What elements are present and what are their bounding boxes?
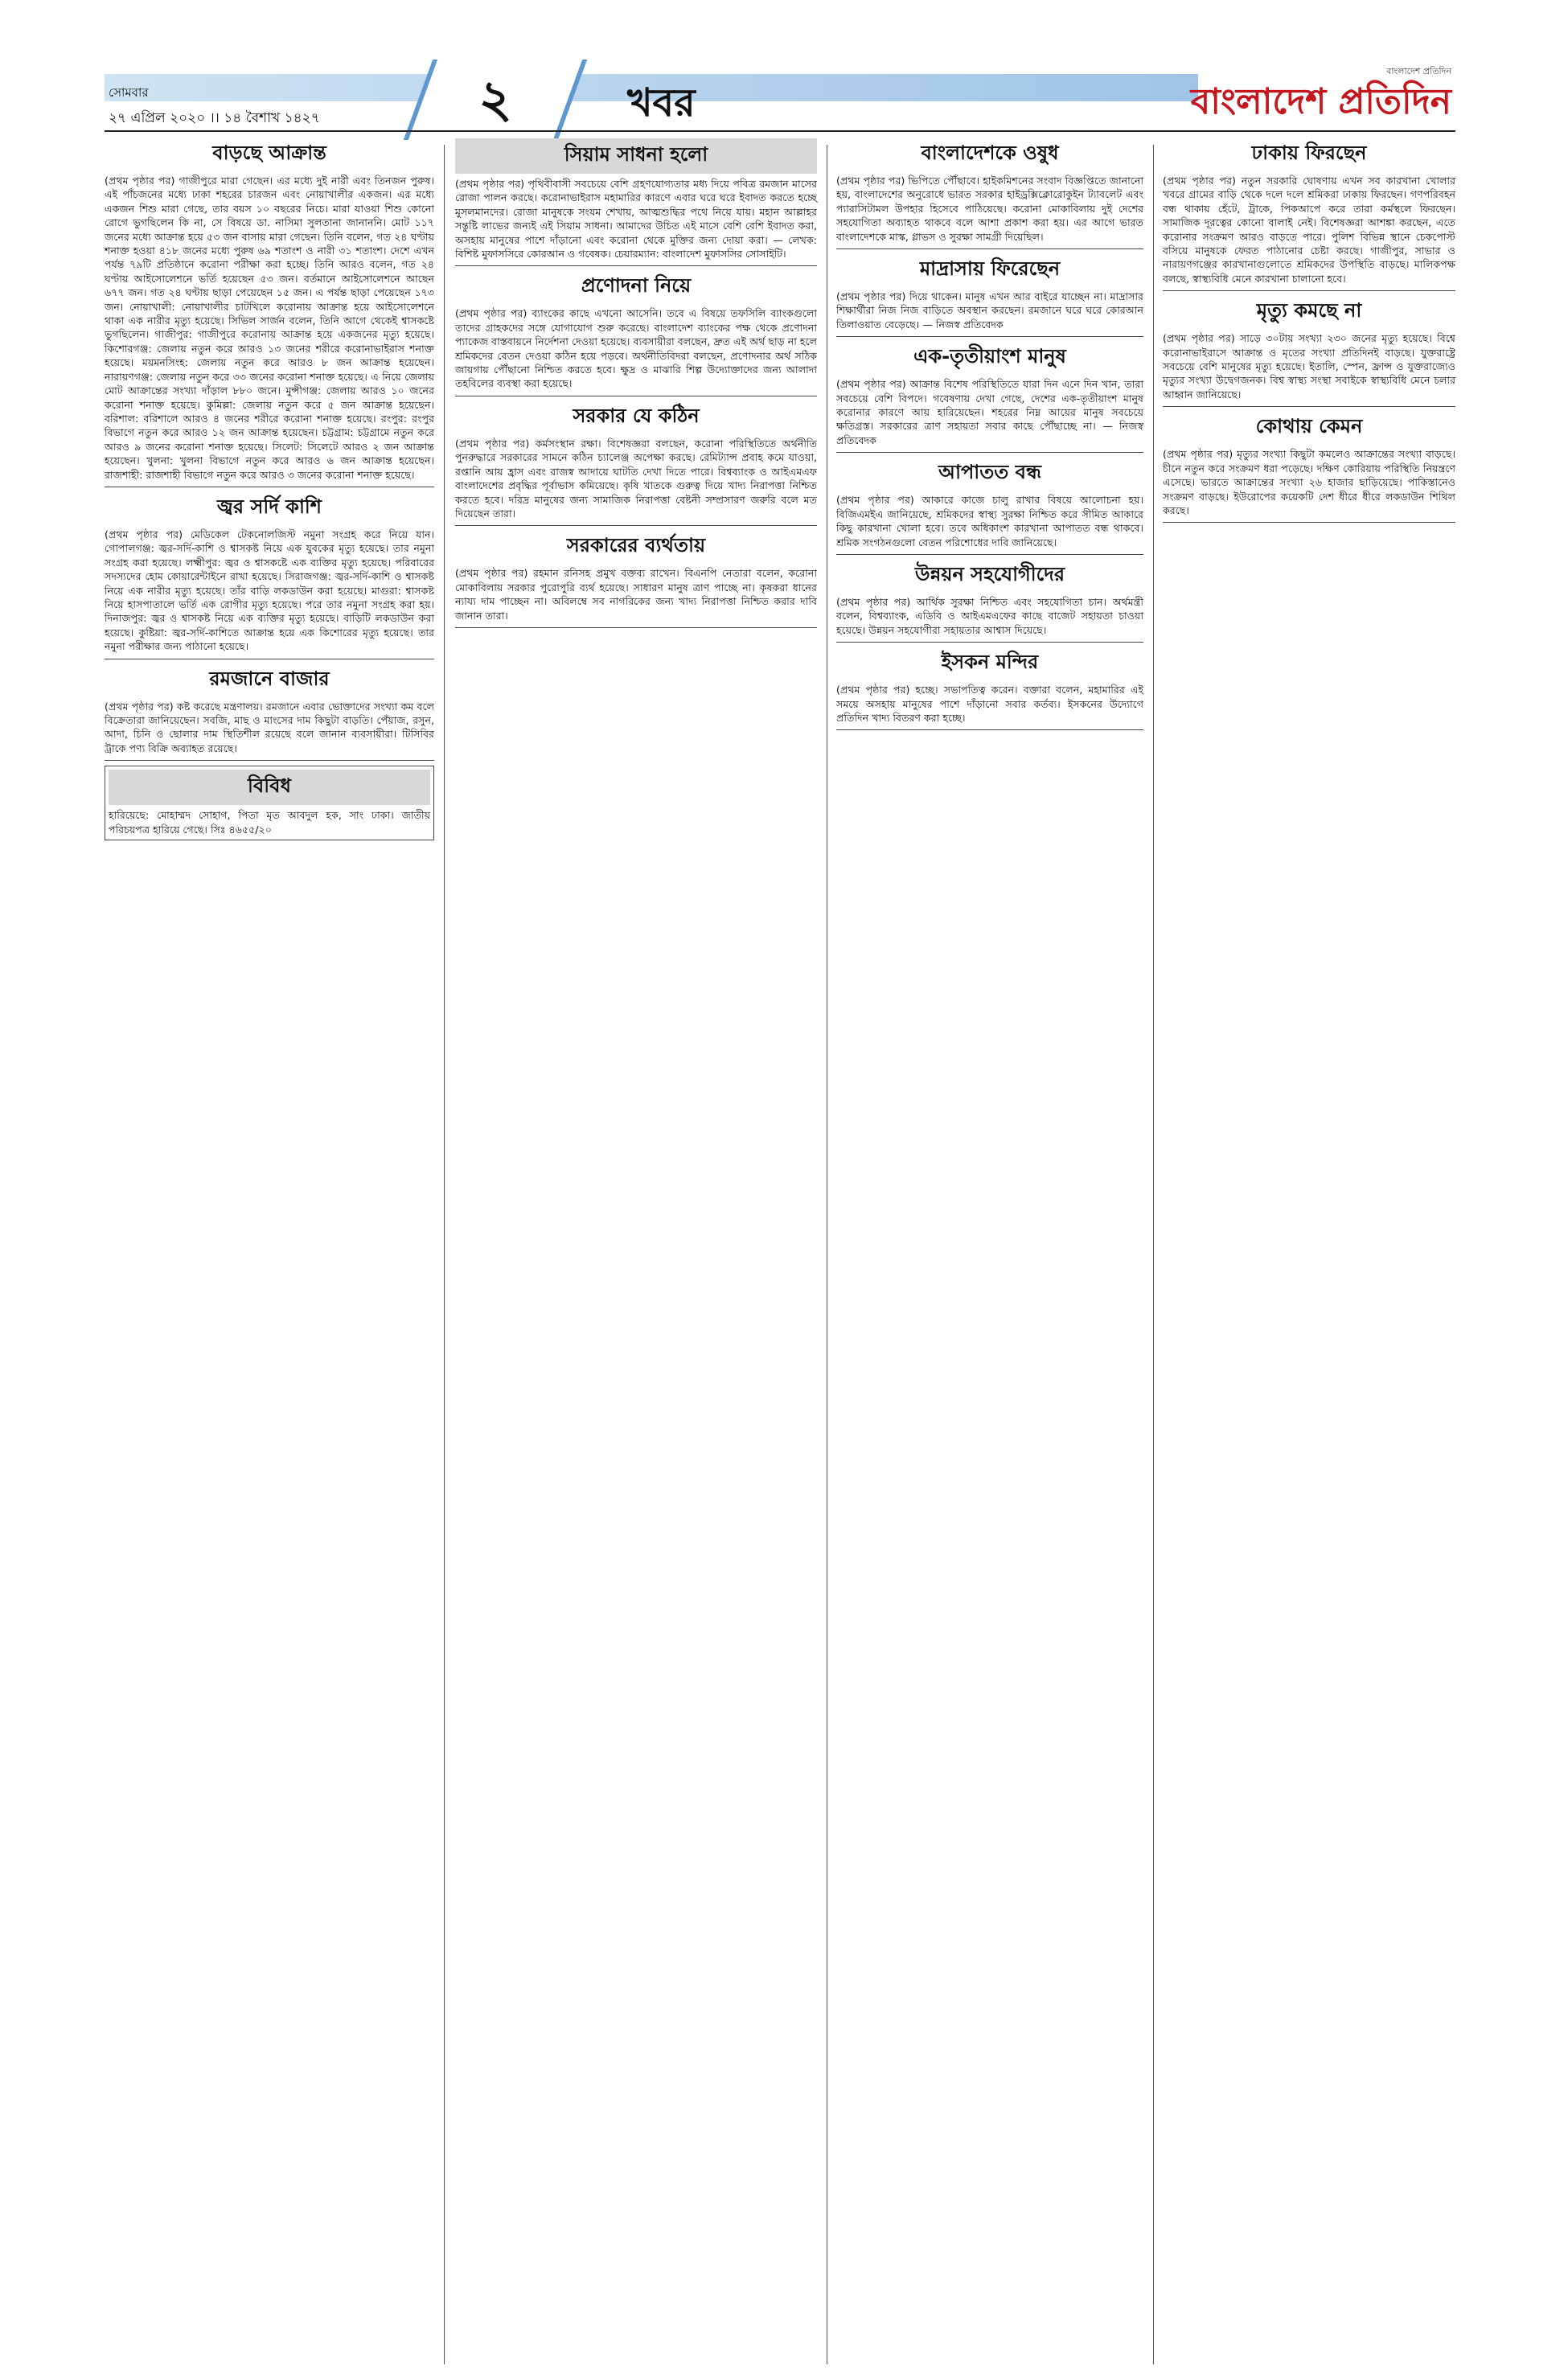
story-bibidh <box>105 766 434 840</box>
column-3 <box>836 138 1143 735</box>
story-madrasay <box>836 254 1143 337</box>
story-title: ইসকন মন্দির <box>941 651 1039 674</box>
story-iskcon <box>836 647 1143 730</box>
column-divider <box>444 145 445 2364</box>
story-title: রমজানে বাজার <box>209 667 330 690</box>
story-title: উন্নয়ন সহযোগীদের <box>914 562 1065 585</box>
story-jor-sordi-kashi <box>105 492 434 659</box>
story-dhakay-firchhen <box>1163 138 1455 291</box>
story-body: (প্রথম পৃষ্ঠার পর) ভিপিতে পৌঁছাবে। হাইকমিশনের সংবাদ বিজ্ঞপ্তিতে জানানো হয়, বাংলাদেশের অনুরোধে ভারত সরকার হাইড্রক্সিক্লোরোকুইন ট্যাবলেট এবং প্যারাসিটামল উপহার হিসেবে পাঠিয়েছে। করোনা মোকাবিলায় দুই দেশের সহযোগিতা অব্যাহত থাকবে বলে আশা প্রকাশ করা হয়। এর আগে ভারত বাংলাদেশকে মাস্ক, গ্লাভস ও সুরক্ষা সামগ্রী দিয়েছিল। <box>836 175 1143 243</box>
story-body: (প্রথম পৃষ্ঠার পর) নতুন সরকারি ঘোষণায় এখন সব কারখানা খোলার খবরে গ্রামের বাড়ি থেকে দলে দলে শ্রমিকরা ঢাকায় ফিরছেন। গণপরিবহন বন্ধ থাকায় হেঁটে, ট্রাকে, পিকআপে করে তারা কর্মস্থলে ফিরছেন। সামাজিক দূরত্বের কোনো বালাই নেই। বিশেষজ্ঞরা আশঙ্কা করছেন, এতে করোনার সংক্রমণ আরও বাড়তে পারে। পুলিশ বিভিন্ন স্থানে চেকপোস্ট বসিয়ে মানুষকে ফেরত পাঠানোর চেষ্টা করছে। গাজীপুর, সাভার ও নারায়ণগঞ্জের কারখানাগুলোতে শ্রমিকদের উপস্থিতি বাড়ছে। মালিকপক্ষ বলছে, স্বাস্থ্যবিধি মেনে কারখানা চালানো হবে। <box>1163 175 1455 285</box>
header-day: সোমবার <box>109 85 149 100</box>
story-title: বিবিধ <box>109 770 430 805</box>
story-mrittyu <box>1163 296 1455 407</box>
story-title: এক-তৃতীয়াংশ মানুষ <box>913 345 1066 368</box>
column-divider <box>1153 145 1154 2364</box>
story-body: (প্রথম পৃষ্ঠার পর) আকারে কাজে চালু রাখার বিষয়ে আলোচনা হয়। বিজিএমইএ জানিয়েছে, শ্রমিকদের স্বাস্থ্য সুরক্ষা নিশ্চিত করে সীমিত আকারে কিছু কারখানা খোলা হবে। তবে অধিকাংশ কারখানা আপাতত বন্ধ থাকবে। শ্রমিক সংগঠনগুলো বেতন পরিশোধের দাবি জানিয়েছে। <box>836 494 1143 548</box>
story-title: সিয়াম সাধনা হলো <box>455 138 817 174</box>
page-number: ২ <box>478 70 512 129</box>
story-body: (প্রথম পৃষ্ঠার পর) মেডিকেল টেকনোলজিস্ট নমুনা সংগ্রহ করে নিয়ে যান। গোপালগঞ্জ: জ্বর-সর্দি-কাশি ও শ্বাসকষ্ট নিয়ে এক যুবকের মৃত্যু হয়েছে। তার নমুনা সংগ্রহ করা হয়েছে। লক্ষ্মীপুর: জ্বর ও শ্বাসকষ্টে এক ব্যক্তির মৃত্যু হয়েছে। পরিবারের সদস্যদের হোম কোয়ারেন্টাইনে রাখা হয়েছে। সিরাজগঞ্জ: জ্বর-সর্দি-কাশি ও শ্বাসকষ্ট নিয়ে এক নারীর মৃত্যু হয়েছে। তাঁর বাড়ি লকডাউন করা হয়েছে। মাগুরা: শ্বাসকষ্ট নিয়ে হাসপাতালে ভর্তি এক রোগীর মৃত্যু হয়েছে। পরে তার নমুনা সংগ্রহ করা হয়। দিনাজপুর: জ্বর ও শ্বাসকষ্ট নিয়ে এক ব্যক্তির মৃত্যু হয়েছে। বাড়িটি লকডাউন করা হয়েছে। কুষ্টিয়া: জ্বর-সর্দি-কাশিতে আক্রান্ত হয়ে এক কিশোরের মৃত্যু হয়েছে। তার নমুনা পরীক্ষার জন্য পাঠানো হয়েছে। <box>105 528 434 653</box>
story-title: বাড়ছে আক্রান্ত <box>212 142 326 164</box>
story-body: (প্রথম পৃষ্ঠার পর) হচ্ছে। সভাপতিত্ব করেন। বক্তারা বলেন, মহামারির এই সময়ে অসহায় মানুষের পাশে দাঁড়ানো সবার কর্তব্য। ইসকনের উদ্যোগে প্রতিদিন খাদ্য বিতরণ করা হচ্ছে। <box>836 684 1143 724</box>
story-body: (প্রথম পৃষ্ঠার পর) মৃত্যুর সংখ্যা কিছুটা কমলেও আক্রান্তের সংখ্যা বাড়ছে। চীনে নতুন করে সংক্রমণ ধরা পড়েছে। দক্ষিণ কোরিয়ায় পরিস্থিতি নিয়ন্ত্রণে এসেছে। ভারতে আক্রান্তের সংখ্যা ২৬ হাজার ছাড়িয়েছে। পাকিস্তানেও সংক্রমণ বাড়ছে। ইউরোপের কয়েকটি দেশ ধীরে ধীরে লকডাউন শিথিল করছে। <box>1163 448 1455 516</box>
story-siyam-sadhona <box>455 138 817 266</box>
story-title: প্রণোদনা নিয়ে <box>581 274 692 298</box>
story-body: (প্রথম পৃষ্ঠার পর) আক্রান্ত বিশেষ পরিস্থিতিতে যারা দিন এনে দিন খান, তারা সবচেয়ে বেশি বিপদে। গবেষণায় দেখা গেছে, দেশের এক-তৃতীয়াংশ মানুষ করোনার কারণে আয় হারিয়েছেন। শহরের নিম্ন আয়ের মানুষ সবচেয়ে ক্ষতিগ্রস্ত। সরকারের ত্রাণ সহায়তা সবার কাছে পৌঁছাচ্ছে না। — নিজস্ব প্রতিবেদক <box>836 378 1143 446</box>
story-sarkar-je-kothin <box>455 401 817 526</box>
story-sarkarer-byorthotay <box>455 531 817 628</box>
story-title: জ্বর সর্দি কাশি <box>217 495 322 518</box>
logo-tagline: বাংলাদেশ প্রতিদিন <box>1386 66 1451 76</box>
column-4 <box>1163 138 1455 528</box>
story-body: (প্রথম পৃষ্ঠার পর) কষ্ট করেছে মন্ত্রণালয়। রমজানে এবার ভোক্তাদের সংখ্যা কম বলে বিক্রেতারা জানিয়েছেন। সবজি, মাছ ও মাংসের দাম কিছুটা বাড়তি। পেঁয়াজ, রসুন, আদা, চিনি ও ছোলার দাম স্থিতিশীল রয়েছে বলে জানান ব্যবসায়ীরা। টিসিবির ট্রাকে পণ্য বিক্রি অব্যাহত রয়েছে। <box>105 700 434 754</box>
header-date: ২৭ এপ্রিল ২০২০ ।। ১৪ বৈশাখ ১৪২৭ <box>109 110 320 126</box>
story-body: (প্রথম পৃষ্ঠার পর) রহমান রনিসহ প্রমুখ বক্তব্য রাখেন। বিএনপি নেতারা বলেন, করোনা মোকাবিলায় সরকার পুরোপুরি ব্যর্থ হয়েছে। সাধারণ মানুষ ত্রাণ পাচ্ছে না। কৃষকরা ধানের ন্যায্য দাম পাচ্ছেন না। অবিলম্বে সব নাগরিকের জন্য খাদ্য নিরাপত্তা নিশ্চিত করার দাবি জানান তারা। <box>455 567 817 622</box>
story-body: (প্রথম পৃষ্ঠার পর) আর্থিক সুরক্ষা নিশ্চিত এবং সহযোগিতা চান। অর্থমন্ত্রী বলেন, বিশ্বব্যাংক, এডিবি ও আইএমএফের কাছে বাজেট সহায়তা চাওয়া হয়েছে। উন্নয়ন সহযোগীরা সহায়তার আশ্বাস দিয়েছে। <box>836 595 1143 636</box>
story-title: সরকারের ব্যর্থতায় <box>566 534 706 557</box>
story-body: (প্রথম পৃষ্ঠার পর) দিয়ে থাকেন। মানুষ এখন আর বাইরে যাচ্ছেন না। মাদ্রাসার শিক্ষার্থীরা নিজ নিজ বাড়িতে অবস্থান করছেন। রমজানে ঘরে ঘরে কোরআন তিলাওয়াত বেড়েছে। — নিজস্ব প্রতিবেদক <box>836 290 1143 331</box>
story-body: (প্রথম পৃষ্ঠার পর) ব্যাংকের কাছে এখনো আসেনি। তবে এ বিষয়ে তফসিলি ব্যাংকগুলো তাদের গ্রাহকদের সঙ্গে যোগাযোগ শুরু করেছে। বাংলাদেশ ব্যাংকের পক্ষ থেকে প্রণোদনা প্যাকেজ বাস্তবায়নে নির্দেশনা দেওয়া হয়েছে। ব্যবসায়ীরা বলছেন, দ্রুত এই অর্থ ছাড় না হলে শ্রমিকদের বেতন দেওয়া কঠিন হয়ে পড়বে। অর্থনীতিবিদরা বলছেন, প্রণোদনার অর্থ সঠিক জায়গায় পৌঁছানো নিশ্চিত করতে হবে। ক্ষুদ্র ও মাঝারি শিল্প উদ্যোক্তাদের জন্য আলাদা তহবিলের ব্যবস্থা করা হয়েছে। <box>455 307 817 390</box>
story-title: কোথায় কেমন <box>1255 415 1363 438</box>
story-title: সরকার যে কঠিন <box>573 404 700 427</box>
story-title: বাংলাদেশকে ওষুধ <box>921 142 1059 164</box>
story-kothay-kemon <box>1163 412 1455 523</box>
logo <box>1190 64 1451 129</box>
column-2 <box>455 138 817 633</box>
story-body: (প্রথম পৃষ্ঠার পর) সাড়ে ৩০টায় সংখ্যা ২৩০ জনের মৃত্যু হয়েছে। বিশ্বে করোনাভাইরাসে আক্রান্ত ও মৃতের সংখ্যা প্রতিদিনই বাড়ছে। যুক্তরাষ্ট্রে সবচেয়ে বেশি মানুষের মৃত্যু হয়েছে। ইতালি, স্পেন, ফ্রান্স ও যুক্তরাজ্যেও মৃত্যুর সংখ্যা উদ্বেগজনক। বিশ্ব স্বাস্থ্য সংস্থা সবাইকে স্বাস্থ্যবিধি মেনে চলার আহ্বান জানিয়েছে। <box>1163 332 1455 400</box>
story-title: মৃত্যু কমছে না <box>1256 299 1362 322</box>
story-body: (প্রথম পৃষ্ঠার পর) গাজীপুরে মারা গেছেন। এর মধ্যে দুই নারী এবং তিনজন পুরুষ। এই পাঁচজনের মধ্যে ঢাকা শহরের চারজন এবং নোয়াখালীর একজন। এর মধ্যে একজন শিশু মারা গেছে, তার বয়স ১০ বছরের নিচে। মারা যাওয়া শিশু কোনো রোগে ভুগছিলেন কি না, সে বিষয়ে ডা. নাসিমা সুলতানা জানাননি। মোট ১১৭ জনের মধ্যে আক্রান্ত হয়ে ৫৩ জন বাসায় মারা গেছেন। তিনি বলেন, গত ২৪ ঘণ্টায় শনাক্ত হওয়া ৪১৮ জনের মধ্যে পুরুষ ৬৯ শতাংশ ও নারী ৩১ শতাংশ। দেশে এখন পর্যন্ত ৭৯টি প্রতিষ্ঠানে করোনা পরীক্ষা করা হচ্ছে। তিনি আরও বলেন, গত ২৪ ঘণ্টায় আইসোলেশনে ভর্তি হয়েছেন ৫৩ জন। বর্তমানে আইসোলেশনে আছেন ৬৭৭ জন। গত ২৪ ঘণ্টায় ছাড়া পেয়েছেন ১৫ জন। এ পর্যন্ত ছাড়া পেয়েছেন ১৭৩ জন। নোয়াখালী: নোয়াখালীর চাটখিলে করোনায় আক্রান্ত হয়ে আইসোলেশনে থাকা এক নারীর মৃত্যু হয়েছে। সিভিল সার্জন বলেন, তিনি আগে থেকেই শ্বাসকষ্টে ভুগছিলেন। গাজীপুর: গাজীপুরে করোনায় আক্রান্ত হয়ে একজনের মৃত্যু হয়েছে। কিশোরগঞ্জ: জেলায় নতুন করে আরও ১৩ জনের শরীরে করোনাভাইরাস শনাক্ত হয়েছে। ময়মনসিংহ: জেলায় নতুন করে আরও ৮ জন আক্রান্ত হয়েছেন। নারায়ণগঞ্জ: জেলায় নতুন করে ৩৩ জনের করোনা শনাক্ত হয়েছে। এ নিয়ে জেলায় মোট আক্রান্তের সংখ্যা দাঁড়াল ৮৮০ জনে। মুন্সীগঞ্জ: জেলায় আরও ১০ জনের করোনা শনাক্ত হয়েছে। কুমিল্লা: জেলায় নতুন করে ৫ জন আক্রান্ত হয়েছেন। বরিশাল: বরিশালে আরও ৪ জনের শরীরে করোনা শনাক্ত হয়েছে। রংপুর: রংপুর বিভাগে নতুন করে আরও ১২ জন আক্রান্ত হয়েছেন। চট্টগ্রাম: চট্টগ্রামে নতুন করে আরও ৯ জনের করোনা শনাক্ত হয়েছে। সিলেট: সিলেটে আরও ২ জন আক্রান্ত হয়েছেন। খুলনা: খুলনা বিভাগে নতুন করে আরও ৬ জন আক্রান্ত হয়েছেন। রাজশাহী: রাজশাহী বিভাগে নতুন করে আরও ৩ জনের করোনা শনাক্ত হয়েছে। <box>105 175 434 481</box>
page-number-box <box>404 60 587 140</box>
header-rule <box>105 130 1455 132</box>
story-osudh <box>836 138 1143 249</box>
story-body: (প্রথম পৃষ্ঠার পর) পৃথিবীবাসী সবচেয়ে বেশি গ্রহণযোগ্যতার মধ্য দিয়ে পবিত্র রমজান মাসের রোজা পালন করছে। করোনাভাইরাস মহামারির কারণে এবার ঘরে ঘরে ইবাদত করতে হচ্ছে মুসলমানদের। রোজা মানুষকে সংযম শেখায়, আত্মশুদ্ধির পথে নিয়ে যায়। মহান আল্লাহর সন্তুষ্টি লাভের জন্যই এই সিয়াম সাধনা। আমাদের উচিত এই মাসে বেশি বেশি ইবাদত করা, অসহায় মানুষের পাশে দাঁড়ানো এবং করোনা থেকে মুক্তির জন্য দোয়া করা। — লেখক: বিশিষ্ট মুফাসসিরে কোরআন ও গবেষক। চেয়ারম্যান: বাংলাদেশ মুফাসসির সোসাইটি। <box>455 178 817 261</box>
story-title: মাদ্রাসায় ফিরেছেন <box>919 257 1061 281</box>
story-title: ঢাকায় ফিরছেন <box>1251 142 1367 164</box>
logo-name: বাংলাদেশ প্রতিদিন <box>1190 81 1451 122</box>
story-body: (প্রথম পৃষ্ঠার পর) কর্মসংস্থান রক্ষা। বিশেষজ্ঞরা বলছেন, করোনা পরিস্থিতিতে অর্থনীতি পুনরুদ্ধারে সরকারের সামনে কঠিন চ্যালেঞ্জ অপেক্ষা করছে। রেমিট্যান্স প্রবাহ কমে যাওয়া, রপ্তানি আয় হ্রাস এবং রাজস্ব আদায়ে ঘাটতি দেখা দিতে পারে। বিশ্বব্যাংক ও আইএমএফ বাংলাদেশের প্রবৃদ্ধির পূর্বাভাস কমিয়েছে। কৃষি খাতকে গুরুত্ব দিয়ে খাদ্য নিরাপত্তা নিশ্চিত করতে হবে। দরিদ্র মানুষের জন্য সামাজিক নিরাপত্তা বেষ্টনী সম্প্রসারণ জরুরি বলে মত দিয়েছেন তারা। <box>455 437 817 520</box>
story-apatoto-bondho <box>836 458 1143 555</box>
story-barchhe-akranto <box>105 138 434 487</box>
story-title: আপাতত বন্ধ <box>938 461 1041 484</box>
story-romjane-bajar <box>105 664 434 762</box>
story-body: হারিয়েছে: মোহাম্মদ সোহাগ, পিতা মৃত আবদুল হক, সাং ঢাকা। জাতীয় পরিচয়পত্র হারিয়ে গেছে। সিঃ ৪৬৫৫/২০ <box>109 809 430 836</box>
story-ek-tritiyangsho <box>836 342 1143 453</box>
column-1 <box>105 138 434 845</box>
section-title: খবর <box>627 80 696 125</box>
story-unnoyon <box>836 560 1143 643</box>
story-pronodona <box>455 271 817 396</box>
